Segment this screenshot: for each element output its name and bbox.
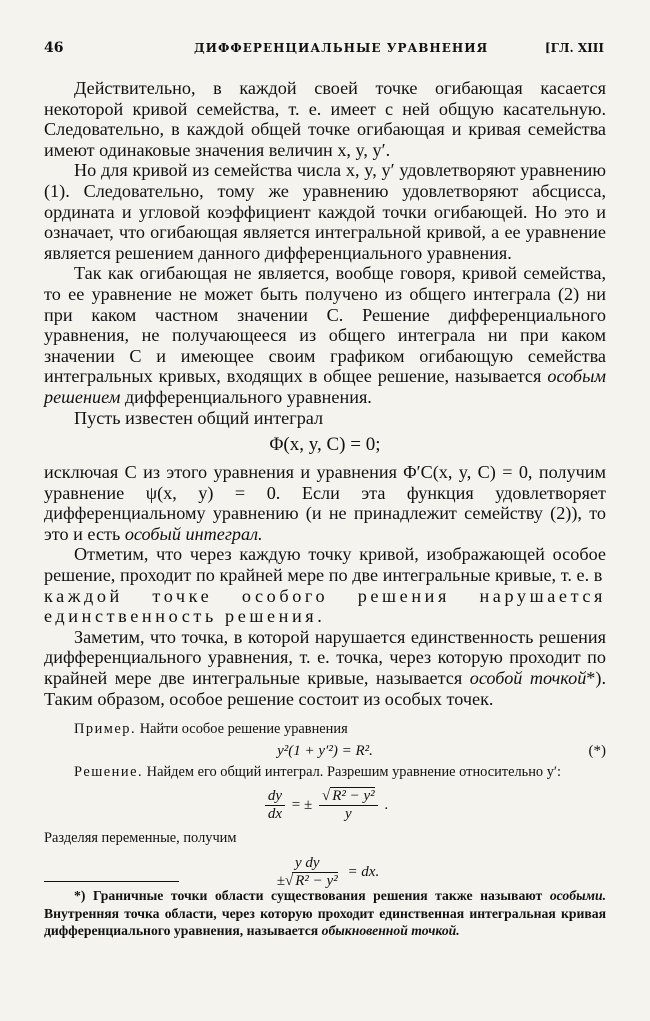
spaced-emphasis: в каждой точке особого решения нарушается единственность решения. <box>44 565 606 627</box>
separation-text: Разделяя переменные, получим <box>44 830 237 847</box>
derivative-formula: $\frac{dy}{dx}$ = ± $\frac{\text{√ R² − y²}}{y}$ . <box>44 781 606 829</box>
term-singular-integral: особый интеграл. <box>124 523 263 544</box>
running-header <box>44 40 604 60</box>
equation-tag: (*) <box>588 742 606 759</box>
term-singular-solution: особым решением <box>44 366 606 407</box>
paragraph: Пусть известен общий интеграл <box>74 407 324 428</box>
general-integral-formula: Φ(x, y, C) = 0; <box>269 434 381 456</box>
running-title: ДИФФЕРЕНЦИАЛЬНЫЕ УРАВНЕНИЯ <box>194 41 489 55</box>
footnote-rule <box>44 881 179 882</box>
paragraph: Так как огибающая не является, вообще говоря, кривой семейства, то ее уравнение не может быть получено из общего интеграла (2) ни при каком частном значении C. Решение дифференциального уравнения, не получающееся из общего интеграла ни при каком значении C и имеющее своим графиком огибающую семейства интегральных кривых, входящих в общее решение, называется особым решением дифференциального уравнения. <box>44 263 606 407</box>
example-statement: Пример. Найти особое решение уравнения <box>74 721 348 738</box>
separated-formula: $\frac{\text{y dy}}{\text{±√ R² − y²}}$ = dx. <box>276 854 380 889</box>
paragraph: Заметим, что точка, в которой нарушается единственность решения дифференциального уравнения, т. е. точка, через которую проходит по крайней мере две интегральные кривые, называется особой точкой*). Таким образом, особое решение состоит из особых точек. <box>44 626 606 709</box>
example-equation: y²(1 + y′²) = R². (*) <box>44 739 606 763</box>
solution-text: Решение. Найдем его общий интеграл. Разрешим уравнение относительно y′: <box>74 763 562 780</box>
term-singular-point: особой точкой <box>469 668 587 689</box>
chapter-label: [ГЛ. XIII <box>544 41 604 55</box>
footnote: *) Граничные точки области существования решения также называют особыми. Внутренняя точка области, через которую проходит единственная интегральная кривая дифференциального уравнения, называется обыкновенной точкой. <box>44 888 606 938</box>
paragraph: Отметим, что через каждую точку кривой, изображающей особое решение, проходит по крайней мере по две интегральные кривые, т. е. в каждой точке особого решения нарушается единственность решения. <box>44 544 606 627</box>
main-text <box>44 78 606 896</box>
page-number: 46 <box>44 40 64 56</box>
paragraph: Но для кривой из семейства числа x, y, y′ удовлетворяют уравнению (1). Следовательно, тому же уравнению удовлетворяют абсцисса, ордината и угловой коэффициент каждой точки огибающей. Но это и означает, что огибающая является интегральной кривой, а ее уравнение является решением данного дифференциального уравнения. <box>44 160 606 263</box>
paragraph: Действительно, в каждой своей точке огибающая касается некоторой кривой семейства, т. е. имеет с ней общую касательную. Следовательно, в каждой общей точке огибающая и кривая семейства имеют одинаковые значения величин x, y, y′. <box>44 78 606 160</box>
radical-sign: √ <box>321 788 331 805</box>
radical-sign: √ <box>285 872 294 889</box>
paragraph: исключая C из этого уравнения и уравнения Φ′C(x, y, C) = 0, получим уравнение ψ(x, y) = 0. Если эта функция удовлетворяет дифференциальному уравнению (и не принадлежит семейству (2)), то это и есть особый интеграл. <box>44 462 606 544</box>
